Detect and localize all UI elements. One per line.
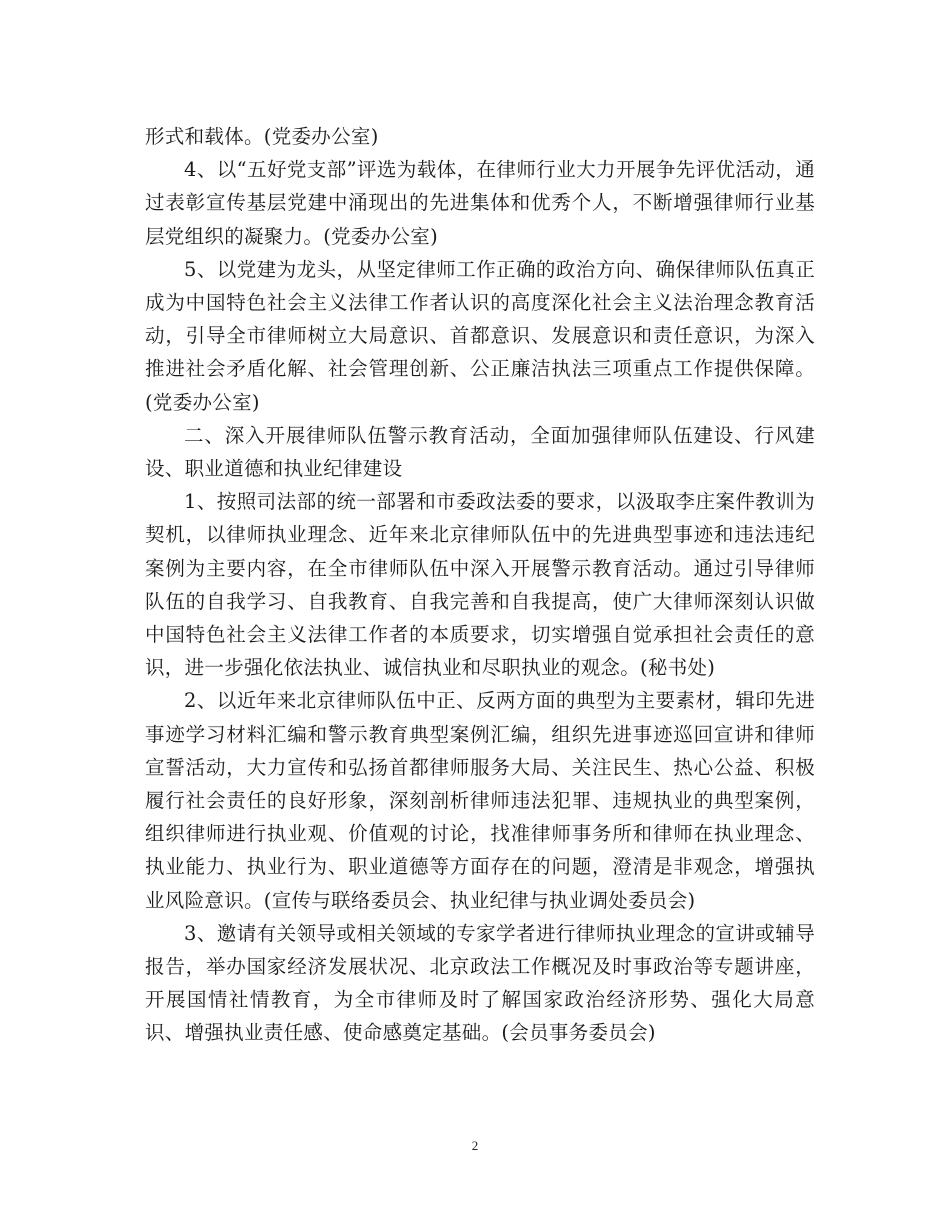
- paragraph: 1、按照司法部的统一部署和市委政法委的要求，以汲取李庄案件教训为契机，以律师执业理念、近年来北京律师队伍中的先进典型事迹和违法违纪案例为主要内容，在全市律师队伍中深入开展警示教育活动。通过引导律师队伍的自我学习、自我教育、自我完善和自我提高，使广大律师深刻认识做中国特色社会主义法律工作者的本质要求，切实增强自觉承担社会责任的意识，进一步强化依法执业、诚信执业和尽职执业的观念。(秘书处): [145, 490, 815, 680]
- page-number: 2: [471, 1138, 479, 1153]
- paragraph: 2、以近年来北京律师队伍中正、反两方面的典型为主要素材，辑印先进事迹学习材料汇编和警示教育典型案例汇编，组织先进事迹巡回宣讲和律师宣誓活动，大力宣传和弘扬首都律师服务大局、关注民生、热心公益、积极履行社会责任的良好形象，深刻剖析律师违法犯罪、违规执业的典型案例，组织律师进行执业观、价值观的讨论，找准律师事务所和律师在执业理念、执业能力、执业行为、职业道德等方面存在的问题，澄清是非观念，增强执业风险意识。(宣传与联络委员会、执业纪律与执业调处委员会): [145, 689, 815, 912]
- paragraph: 4、以“五好党支部”评选为载体，在律师行业大力开展争先评优活动，通过表彰宣传基层党建中涌现出的先进集体和优秀个人，不断增强律师行业基层党组织的凝聚力。(党委办公室): [145, 158, 815, 248]
- paragraph: 5、以党建为龙头，从坚定律师工作正确的政治方向、确保律师队伍真正成为中国特色社会主义法律工作者认识的高度深化社会主义法治理念教育活动，引导全市律师树立大局意识、首都意识、发展意识和责任意识，为深入推进社会矛盾化解、社会管理创新、公正廉洁执法三项重点工作提供保障。(党委办公室): [145, 257, 815, 414]
- document-body: [145, 120, 815, 1050]
- paragraph: 形式和载体。(党委办公室): [145, 125, 379, 148]
- section-heading: 二、深入开展律师队伍警示教育活动，全面加强律师队伍建设、行风建设、职业道德和执业纪律建设: [145, 423, 815, 481]
- paragraph: 3、邀请有关领导或相关领域的专家学者进行律师执业理念的宣讲或辅导报告，举办国家经济发展状况、北京政法工作概况及时事政治等专题讲座，开展国情社情教育，为全市律师及时了解国家政治经济形势、强化大局意识、增强执业责任感、使命感奠定基础。(会员事务委员会): [145, 921, 815, 1045]
